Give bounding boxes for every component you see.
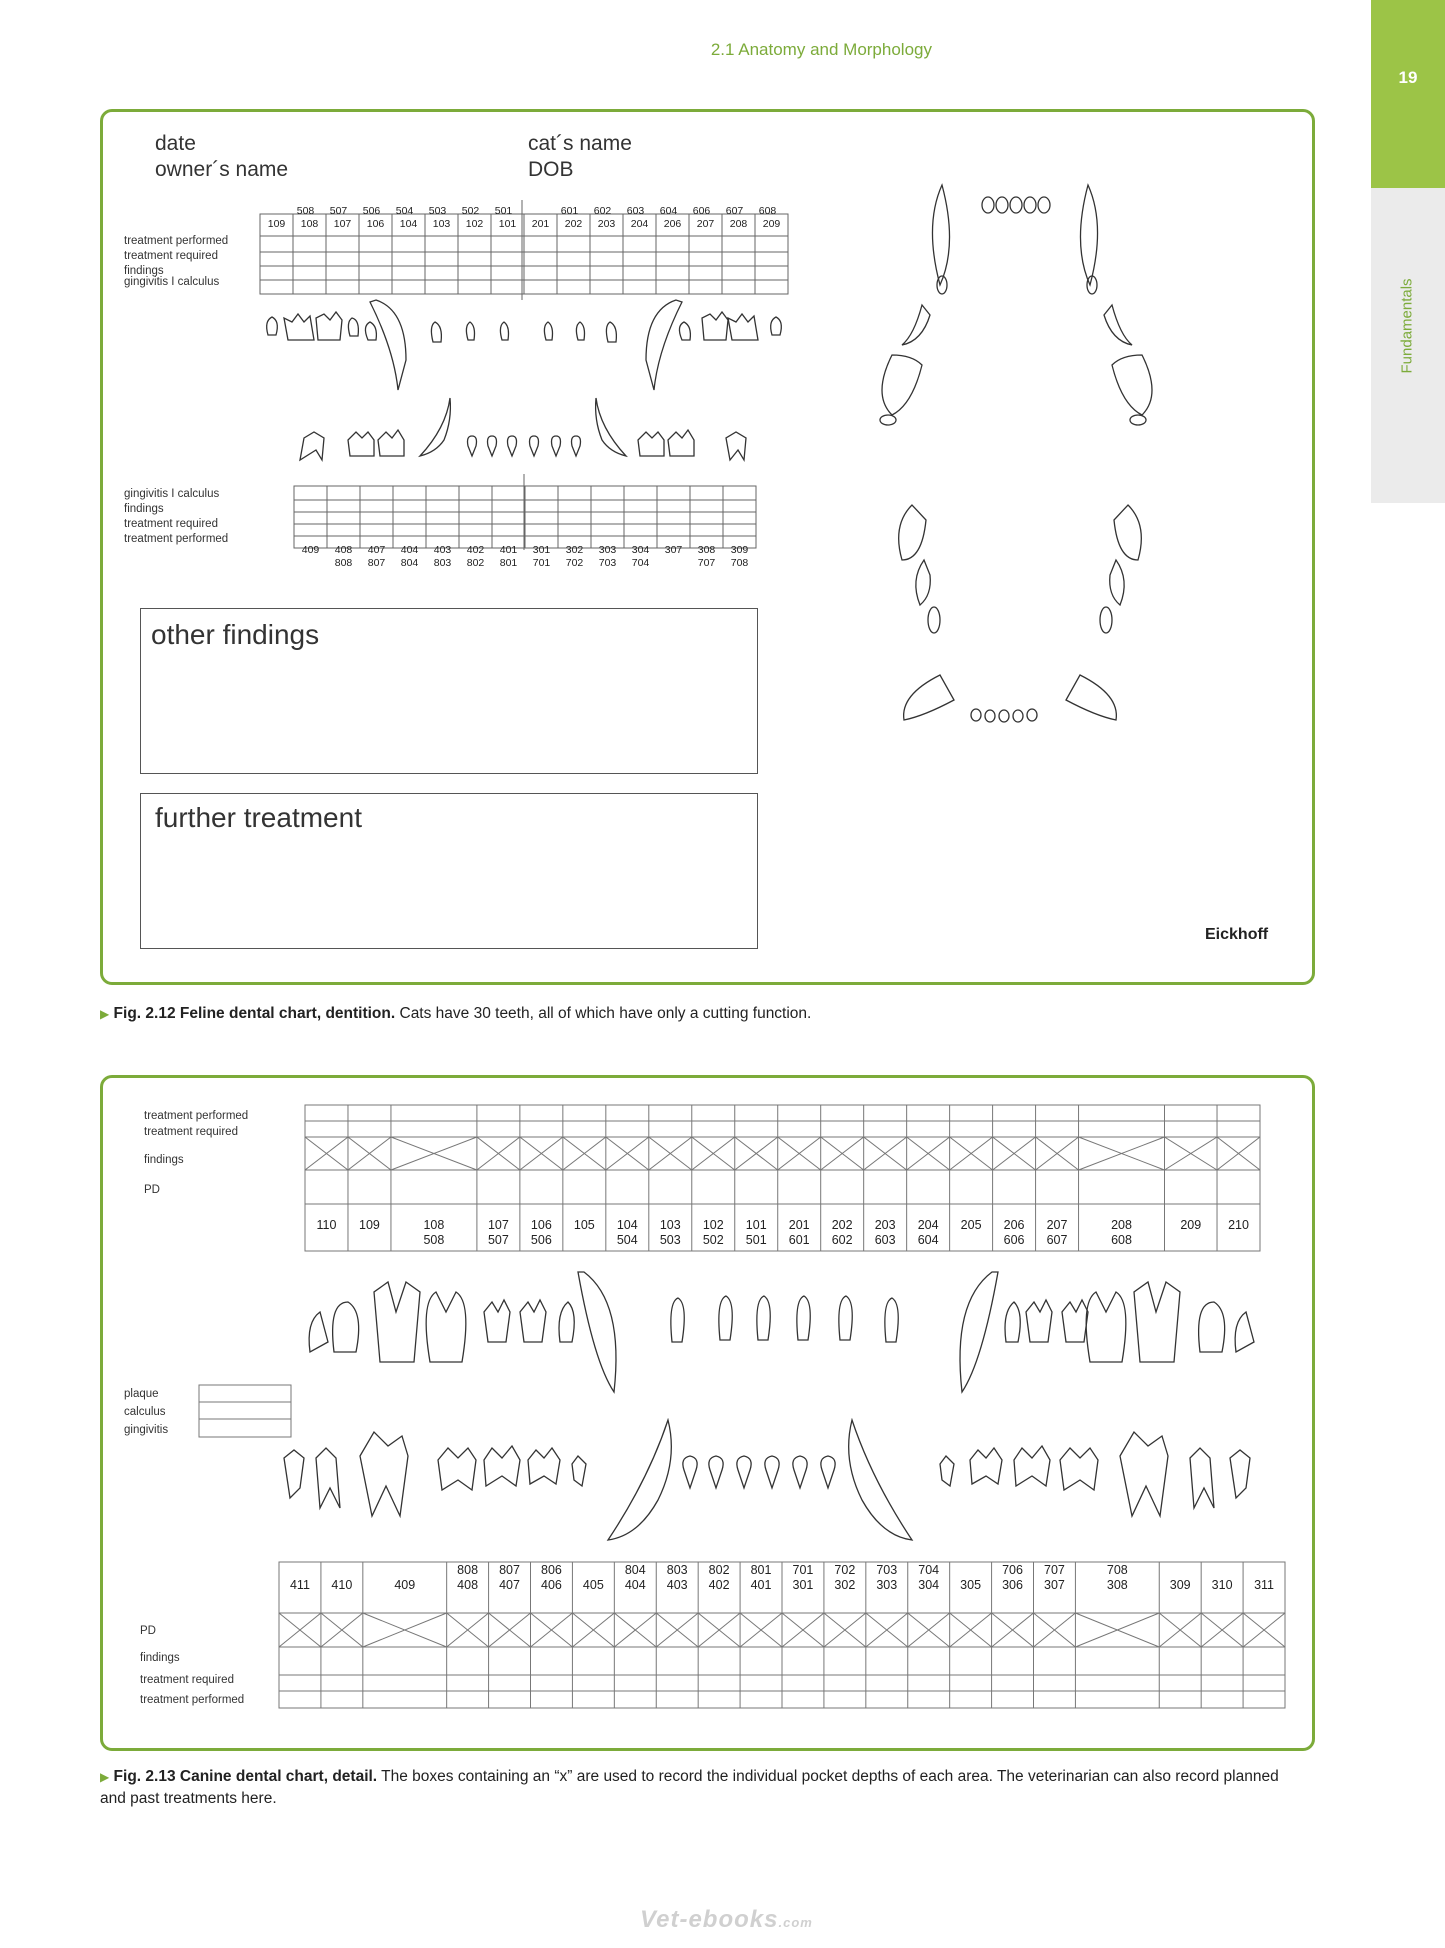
- tooth-number: 604: [659, 205, 678, 217]
- row-label: findings: [124, 503, 164, 515]
- tooth-number: 704: [918, 1563, 940, 1577]
- tooth-number: 202: [831, 1218, 853, 1232]
- tooth-number: 401: [499, 544, 518, 556]
- tooth-number: 104: [616, 1218, 638, 1232]
- tooth-number: 411: [289, 1578, 310, 1592]
- tooth-number: 209: [762, 218, 781, 230]
- canine-upper-row-labels: [144, 1108, 248, 1198]
- tooth-number: 607: [1046, 1233, 1068, 1247]
- row-label: plaque: [124, 1388, 159, 1400]
- tooth-number: 409: [394, 1578, 416, 1592]
- row-label: treatment required: [140, 1674, 234, 1686]
- tooth-number: 602: [831, 1233, 853, 1247]
- owner-label: owner´s name: [155, 158, 289, 181]
- tooth-number: 202: [564, 218, 583, 230]
- tooth-number: 407: [499, 1578, 520, 1592]
- tooth-number: 603: [874, 1233, 896, 1247]
- tooth-number: 501: [745, 1233, 767, 1247]
- tooth-number: 806: [541, 1563, 562, 1577]
- tooth-number: 502: [461, 205, 480, 217]
- tooth-number: 309: [1169, 1578, 1191, 1592]
- tooth-number: 702: [834, 1563, 856, 1577]
- row-label: findings: [124, 265, 164, 277]
- tooth-number: 108: [300, 218, 319, 230]
- feline-lower-numbers: [292, 544, 762, 574]
- tooth-number: 503: [428, 205, 447, 217]
- tooth-number: 603: [626, 205, 645, 217]
- canine-lower-teeth: [280, 1418, 1280, 1568]
- canine-mid-row-labels: [124, 1385, 168, 1439]
- side-tab-label: Fundamentals: [1398, 278, 1416, 374]
- tooth-number: 604: [917, 1233, 939, 1247]
- row-label: findings: [144, 1154, 184, 1166]
- tooth-number: 504: [395, 205, 414, 217]
- tooth-number: 406: [541, 1578, 562, 1592]
- tooth-number: 608: [758, 205, 777, 217]
- tooth-number: 201: [531, 218, 550, 230]
- tooth-number: 101: [745, 1218, 767, 1232]
- tooth-number: 203: [597, 218, 616, 230]
- tooth-number: 703: [598, 557, 617, 569]
- tooth-number: 109: [267, 218, 286, 230]
- further-treatment-box[interactable]: [140, 793, 758, 949]
- canine-lower-row-labels: [140, 1622, 244, 1709]
- tooth-number: 204: [917, 1218, 939, 1232]
- tooth-number: 201: [788, 1218, 810, 1232]
- tooth-number: 701: [792, 1563, 814, 1577]
- tooth-number: 708: [1106, 1563, 1128, 1577]
- tooth-number: 308: [1106, 1578, 1128, 1592]
- tooth-number: 208: [729, 218, 748, 230]
- caption-label: Fig. 2.12 Feline dental chart, dentition.: [113, 1005, 396, 1022]
- tooth-number: 303: [876, 1578, 898, 1592]
- canine-lower-grid: [278, 1561, 1288, 1711]
- tooth-number: 308: [697, 544, 716, 556]
- tooth-number: 606: [1003, 1233, 1025, 1247]
- tooth-number: 707: [1044, 1563, 1065, 1577]
- tooth-number: 103: [659, 1218, 681, 1232]
- tooth-number: 302: [565, 544, 584, 556]
- tooth-number: 802: [466, 557, 485, 569]
- tooth-number: 106: [366, 218, 385, 230]
- feline-upper-numbers: [258, 201, 790, 231]
- tooth-number: 403: [666, 1578, 688, 1592]
- tooth-number: 801: [750, 1563, 772, 1577]
- page-tab: [1371, 0, 1445, 188]
- row-label: treatment performed: [124, 533, 229, 545]
- tooth-number: 403: [433, 544, 452, 556]
- tooth-number: 608: [1111, 1233, 1132, 1247]
- tooth-number: 306: [1002, 1578, 1023, 1592]
- tooth-number: 409: [301, 544, 320, 556]
- tooth-number: 801: [499, 557, 518, 569]
- row-label: PD: [144, 1184, 160, 1196]
- tooth-number: 108: [423, 1218, 445, 1232]
- tooth-number: 205: [960, 1218, 982, 1232]
- feline-upper-row-labels: [124, 234, 228, 290]
- row-label: treatment required: [144, 1126, 238, 1138]
- page-number: 19: [1398, 68, 1418, 87]
- tooth-number: 504: [616, 1233, 638, 1247]
- tooth-number: 207: [1046, 1218, 1068, 1232]
- tooth-number: 102: [465, 218, 484, 230]
- tooth-number: 303: [598, 544, 617, 556]
- tooth-number: 208: [1111, 1218, 1132, 1232]
- row-label: gingivitis: [124, 1424, 169, 1436]
- canine-upper-numbers: [304, 1218, 1262, 1252]
- tooth-number: 102: [702, 1218, 724, 1232]
- tooth-number: 704: [631, 557, 650, 569]
- tooth-number: 305: [960, 1578, 982, 1592]
- tooth-number: 107: [333, 218, 352, 230]
- date-label: date: [155, 132, 196, 155]
- tooth-number: 404: [624, 1578, 646, 1592]
- tooth-number: 802: [708, 1563, 730, 1577]
- tooth-number: 702: [565, 557, 584, 569]
- tooth-number: 708: [730, 557, 749, 569]
- tooth-number: 204: [630, 218, 649, 230]
- tooth-number: 302: [834, 1578, 856, 1592]
- row-label: treatment required: [124, 518, 218, 530]
- tooth-number: 408: [334, 544, 353, 556]
- tooth-number: 310: [1211, 1578, 1233, 1592]
- tooth-number: 804: [400, 557, 419, 569]
- tooth-number: 101: [498, 218, 517, 230]
- row-label: treatment performed: [140, 1694, 245, 1706]
- fig-2-12-caption: [100, 1003, 1300, 1025]
- tooth-number: 107: [487, 1218, 509, 1232]
- tooth-number: 503: [659, 1233, 681, 1247]
- tooth-number: 103: [432, 218, 451, 230]
- feline-lower-grid: [292, 470, 762, 550]
- tooth-number: 707: [697, 557, 716, 569]
- tooth-number: 307: [664, 544, 683, 556]
- tooth-number: 206: [1003, 1218, 1025, 1232]
- tooth-number: 508: [296, 205, 315, 217]
- canine-upper-teeth: [300, 1262, 1270, 1397]
- form-header-right: [528, 131, 632, 183]
- tooth-number: 203: [874, 1218, 896, 1232]
- dob-label: DOB: [528, 158, 574, 181]
- tooth-number: 803: [433, 557, 452, 569]
- tooth-number: 803: [666, 1563, 688, 1577]
- watermark-logo: Vet-ebooks.com: [640, 1906, 813, 1933]
- feline-occlusal-view: [860, 175, 1180, 735]
- form-header-left: [155, 131, 288, 183]
- tooth-number: 508: [423, 1233, 445, 1247]
- cat-name-label: cat´s name: [528, 132, 632, 155]
- tooth-number: 304: [918, 1578, 940, 1592]
- caption-text: Cats have 30 teeth, all of which have only a cutting function.: [395, 1005, 812, 1022]
- feline-lower-row-labels: [124, 487, 228, 547]
- tooth-number: 408: [457, 1578, 479, 1592]
- tooth-number: 808: [334, 557, 353, 569]
- tooth-number: 311: [1254, 1578, 1274, 1592]
- caption-text: The boxes containing an “x” are used to record the individual pocket depths of each area. The veterinarian can also record planned and past treatments here.: [100, 1768, 1279, 1807]
- tooth-number: 602: [593, 205, 612, 217]
- tooth-number: 701: [532, 557, 551, 569]
- tooth-number: 506: [530, 1233, 552, 1247]
- tooth-number: 404: [400, 544, 419, 556]
- tooth-number: 307: [1044, 1578, 1065, 1592]
- fig-2-13-caption: [100, 1766, 1300, 1809]
- caption-arrow-icon: ▶: [100, 1770, 110, 1784]
- tooth-number: 706: [1002, 1563, 1023, 1577]
- tooth-number: 110: [316, 1218, 337, 1232]
- feline-lower-teeth: [290, 390, 780, 470]
- other-findings-box[interactable]: [140, 608, 758, 774]
- tooth-number: 601: [788, 1233, 810, 1247]
- row-label: treatment performed: [144, 1110, 249, 1122]
- tooth-number: 607: [725, 205, 744, 217]
- row-label: PD: [140, 1625, 156, 1637]
- tooth-number: 402: [466, 544, 485, 556]
- row-label: gingivitis I calculus: [124, 276, 220, 288]
- caption-label: Fig. 2.13 Canine dental chart, detail.: [113, 1768, 378, 1785]
- tooth-number: 507: [329, 205, 348, 217]
- further-treatment-label: further treatment: [155, 802, 362, 833]
- tooth-number: 405: [582, 1578, 604, 1592]
- tooth-number: 207: [696, 218, 715, 230]
- tooth-number: 601: [560, 205, 579, 217]
- row-label: findings: [140, 1652, 180, 1664]
- tooth-number: 606: [692, 205, 711, 217]
- tooth-number: 410: [331, 1578, 353, 1592]
- running-header: 2.1 Anatomy and Morphology: [710, 40, 932, 59]
- row-label: calculus: [124, 1406, 166, 1418]
- tooth-number: 502: [702, 1233, 724, 1247]
- tooth-number: 210: [1228, 1218, 1249, 1232]
- tooth-number: 401: [750, 1578, 772, 1592]
- tooth-number: 301: [532, 544, 551, 556]
- tooth-number: 507: [487, 1233, 509, 1247]
- tooth-number: 104: [399, 218, 418, 230]
- tooth-number: 209: [1180, 1218, 1202, 1232]
- caption-arrow-icon: ▶: [100, 1007, 110, 1021]
- author-credit: Eickhoff: [1205, 926, 1269, 943]
- row-label: treatment performed: [124, 235, 229, 247]
- tooth-number: 309: [730, 544, 749, 556]
- tooth-number: 703: [876, 1563, 898, 1577]
- tooth-number: 506: [362, 205, 381, 217]
- row-label: gingivitis I calculus: [124, 488, 220, 500]
- tooth-number: 402: [708, 1578, 730, 1592]
- tooth-number: 407: [367, 544, 386, 556]
- tooth-number: 301: [792, 1578, 814, 1592]
- tooth-number: 304: [631, 544, 650, 556]
- tooth-number: 501: [494, 205, 513, 217]
- tooth-number: 807: [499, 1563, 520, 1577]
- tooth-number: 808: [457, 1563, 479, 1577]
- tooth-number: 106: [530, 1218, 552, 1232]
- other-findings-label: other findings: [151, 619, 320, 650]
- tooth-number: 206: [663, 218, 682, 230]
- row-label: treatment required: [124, 250, 218, 262]
- tooth-number: 109: [359, 1218, 380, 1232]
- tooth-number: 804: [624, 1563, 646, 1577]
- tooth-number: 807: [367, 557, 386, 569]
- tooth-number: 105: [573, 1218, 595, 1232]
- feline-upper-teeth: [258, 290, 798, 400]
